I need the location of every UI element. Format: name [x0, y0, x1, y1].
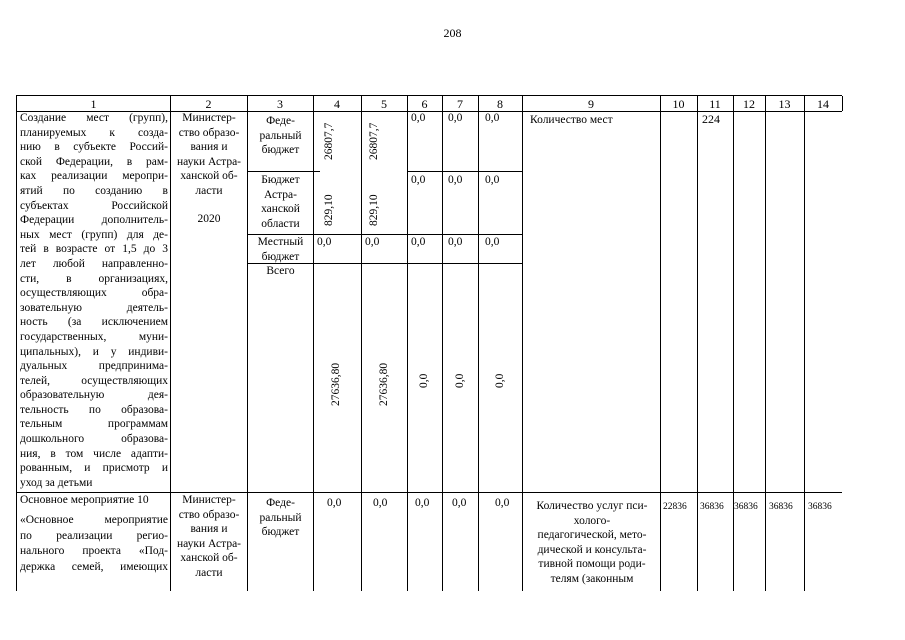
value-regional-col5: 829,10 — [368, 194, 380, 226]
description-line: ской Федерации, в рам- — [20, 155, 168, 168]
description-line: «Основное мероприятие — [20, 514, 168, 526]
col-line — [804, 96, 805, 591]
description-line: ных мест (групп) для де- — [20, 228, 168, 241]
description-line: уход за детьми — [20, 476, 93, 489]
column-header-13: 13 — [778, 97, 791, 111]
value-local-col7: 0,0 — [448, 236, 463, 248]
value-total-col7: 0,0 — [454, 373, 466, 388]
column-header-12: 12 — [743, 97, 755, 111]
description-line: осуществляющих обра- — [20, 287, 168, 300]
activity-2-description — [20, 493, 168, 575]
value-regional-col6: 0,0 — [411, 174, 426, 186]
description-line: дуальных предпринима- — [20, 360, 168, 373]
value-local-col5: 0,0 — [365, 236, 380, 248]
value-regional-col4: 829,10 — [323, 194, 335, 226]
budget-local-label: Местный бюджет — [257, 236, 304, 263]
column-header-3: 3 — [277, 97, 283, 111]
activity-2-title: Основное мероприятие 10 — [20, 494, 149, 506]
value-row2-col7: 0,0 — [452, 497, 467, 509]
description-line: лет любой направленно- — [20, 257, 168, 270]
column-header-11: 11 — [709, 97, 721, 111]
col-line — [442, 96, 443, 591]
indicator-name: Количество мест — [530, 114, 613, 126]
description-line: нального проекта «Под- — [20, 545, 168, 557]
value-row2-col4: 0,0 — [327, 497, 342, 509]
budget-federal-label: Феде- ральный бюджет — [259, 115, 302, 156]
row-line — [247, 171, 320, 172]
column-header-1: 1 — [90, 97, 97, 111]
column-header-14: 14 — [817, 97, 829, 111]
description-line: рованным, и присмотр и — [20, 462, 168, 475]
description-line: тельность по образова- — [20, 403, 168, 416]
description-line: зовательную деятель- — [20, 301, 168, 314]
description-line: телей, осуществляющих — [20, 374, 168, 387]
responsible-executor: Министер- ство образо- вания и науки Астра- ханской об- ласти — [176, 112, 241, 197]
responsible-executor-2: Министер- ство образо- вания и науки Астра- ханской об- ласти — [176, 494, 241, 579]
description-line: тельным программам — [20, 418, 168, 431]
value-federal-col6: 0,0 — [411, 112, 426, 124]
col-line — [697, 96, 698, 591]
value-local-col8: 0,0 — [485, 236, 500, 248]
row-line — [407, 171, 522, 172]
description-line: тей в возрасте от 1,5 до 3 — [20, 243, 168, 256]
col-line — [361, 96, 362, 591]
value-row2-col11: 36836 — [700, 502, 724, 512]
value-row2-col14: 36836 — [808, 502, 832, 512]
description-line: государственных, муни- — [20, 330, 168, 343]
description-line: субъектах Российской — [20, 199, 168, 212]
budget-table — [16, 95, 842, 591]
value-total-col5: 27636,80 — [378, 362, 390, 406]
col-line — [407, 96, 408, 591]
value-row2-col8: 0,0 — [495, 497, 510, 509]
description-line: образовательную дея- — [20, 389, 168, 402]
value-federal-col4: 26807,7 — [323, 122, 335, 160]
col-line — [522, 96, 523, 591]
col-line — [313, 96, 314, 591]
activity-description — [20, 111, 168, 490]
column-header-4: 4 — [334, 97, 340, 111]
value-federal-col5: 26807,7 — [368, 122, 380, 160]
column-header-2: 2 — [205, 97, 212, 111]
page-number: 208 — [443, 26, 462, 40]
indicator-value-col11: 224 — [702, 112, 720, 126]
value-regional-col8: 0,0 — [485, 174, 500, 186]
description-line: планируемых к созда- — [20, 126, 168, 139]
value-total-col4: 27636,80 — [330, 362, 342, 406]
description-line: Федерации дополнитель- — [20, 214, 168, 227]
column-header-9: 9 — [588, 97, 594, 111]
column-header-10: 10 — [672, 97, 685, 111]
budget-total-label: Всего — [266, 265, 295, 277]
indicator-name-2: Количество услуг пси- холого- педагогической, мето- дической и консульта- тивной помощи роди- телям (законным — [536, 500, 648, 585]
description-line: дошкольного образова- — [20, 433, 168, 446]
description-line: по реализации регио- — [20, 529, 168, 542]
value-total-col6: 0,0 — [418, 373, 430, 388]
description-line: нию в субъекте Россий- — [20, 141, 168, 154]
value-row2-col13: 36836 — [769, 502, 793, 512]
budget-regional-label: Бюджет Астра- ханской области — [261, 174, 300, 230]
value-row2-col10: 22836 — [663, 502, 687, 512]
col-line — [478, 96, 479, 591]
col-line — [660, 96, 661, 591]
value-row2-col6: 0,0 — [415, 497, 430, 509]
column-header-8: 8 — [497, 97, 503, 111]
value-local-col6: 0,0 — [411, 236, 426, 248]
value-total-col8: 0,0 — [494, 373, 506, 388]
value-regional-col7: 0,0 — [448, 174, 463, 186]
column-header-5: 5 — [381, 97, 387, 111]
year: 2020 — [197, 213, 221, 225]
value-row2-col5: 0,0 — [373, 497, 388, 509]
value-federal-col7: 0,0 — [448, 112, 463, 124]
description-line: Создание мест (групп), — [20, 112, 168, 124]
description-line: ность (за исключением — [20, 316, 168, 329]
col-line — [733, 96, 734, 591]
col-line — [765, 96, 766, 591]
column-header-6: 6 — [421, 97, 428, 111]
description-line: ках реализации меропри- — [20, 170, 168, 183]
description-line: ятий по созданию в — [20, 184, 168, 197]
description-line: держка семей, имеющих — [20, 560, 168, 573]
column-header-7: 7 — [457, 97, 463, 111]
description-line: ния, в том числе адапти- — [20, 447, 168, 460]
value-local-col4: 0,0 — [317, 236, 332, 248]
value-row2-col12: 36836 — [734, 502, 758, 512]
col-line — [842, 96, 843, 111]
budget-federal-label-2: Феде- ральный бюджет — [259, 497, 302, 538]
value-federal-col8: 0,0 — [485, 112, 500, 124]
description-line: ципальных), и у индиви- — [20, 345, 168, 358]
description-line: сти, в организациях, — [20, 272, 168, 285]
